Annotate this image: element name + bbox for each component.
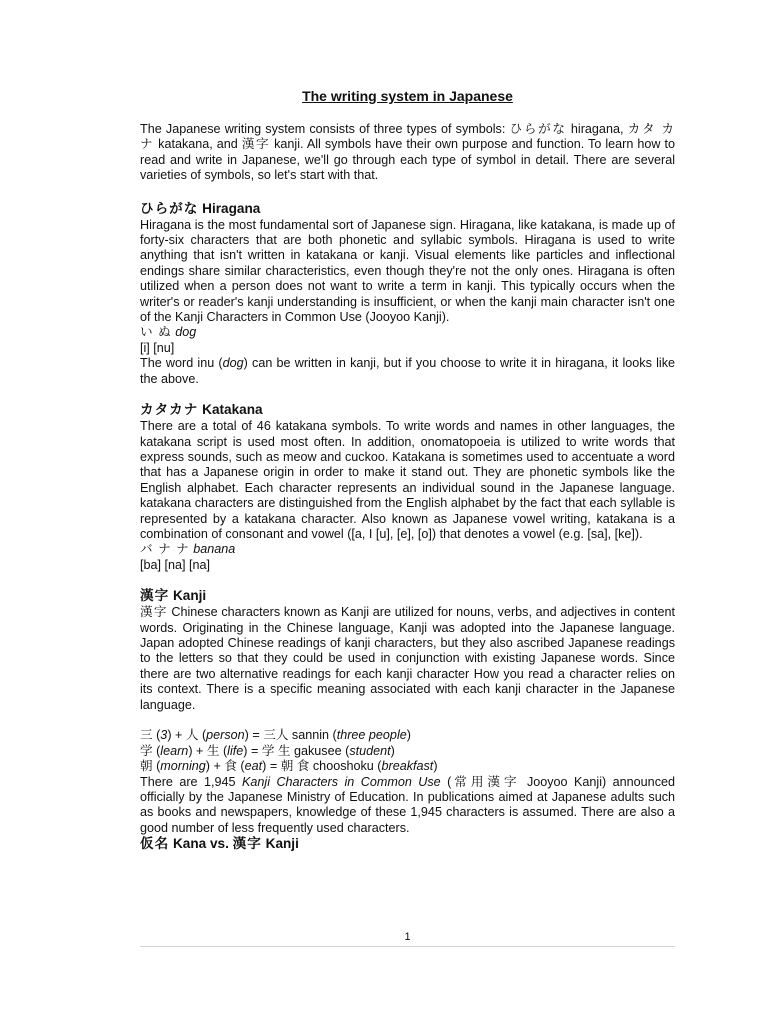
katakana-body: There are a total of 46 katakana symbols. To write words and names in other languages, the katakana script is used most often. In addition, onomatopoeia is utilized to write words that express sounds, such as meow and cuckoo. Katakana is sometimes used to accentuate a word that has a Japanese origin in order to make it stand out. They are phonetic symbols like the English alphabet. Each character represents an individual sound in the Japanese language. katakana characters are distinguished from the English alphabet by the fact that each syllable is represented by a katakana character. Also known as Japanese vowel writing, katakana is a combination of consonant and vowel ([a, I [u], [e], [o]) that denotes a vowel (e.g. [sa], [ke]). (140, 419, 675, 541)
katakana-example-romaji: [ba] [na] [na] (140, 557, 211, 572)
hiragana-heading: ひらがな Hiragana (140, 200, 261, 216)
katakana-script-label: カタ カナ (140, 122, 676, 152)
intro-paragraph: The Japanese writing system consists of three types of symbols: ひらがな hiragana, カタ カナ katakana, and 漢字 kanji. All symbols have their own purpose and function. To learn how to read and write in Japanese, we'll go through each type of symbol in detail. There are several varieties of symbols, so let's start with that. (140, 122, 676, 183)
page-footer (140, 930, 675, 947)
katakana-example: バ ナ ナ banana (140, 542, 236, 557)
document-page (140, 88, 675, 853)
kanji-example-2: 学 (learn) + 生 (life) = 学 生 gakusee (student) (140, 743, 395, 758)
katakana-heading: カタカナ Katakana (140, 402, 263, 418)
kana-vs-kanji-heading: 仮名 Kana vs. 漢字 Kanji (140, 836, 299, 852)
kanji-body: 漢字 Chinese characters known as Kanji are utilized for nouns, verbs, and adjectives in content words. Originating in the Chinese language, Kanji was adopted into the Japanese language. Japan adopted Chinese readings of kanji characters, but they also ascribed Japanese readings to the letters so that they could be used in conjunction with existing Japanese words. Since there are two alternative readings for each kanji character How you read a character relies on its context. There is a specific meaning associated with each kanji character in the Japanese language. (140, 605, 676, 712)
footer-rule (140, 946, 675, 947)
kanji-closing-paragraph: There are 1,945 Kanji Characters in Common Use (常用漢字 Jooyoo Kanji) announced officially by the Japanese Ministry of Education. In publications aimed at Japanese adults such as books and newspapers, knowledge of these 1,945 characters is assumed. There are also a good number of less frequently used characters. (140, 774, 675, 835)
page-number: 1 (404, 931, 411, 943)
hiragana-example-romaji: [i] [nu] (140, 340, 175, 355)
document-title: The writing system in Japanese (302, 88, 513, 104)
hiragana-example-note: The word inu (dog) can be written in kanji, but if you choose to write it in hiragana, it looks like the above. (140, 356, 675, 386)
hiragana-body: Hiragana is the most fundamental sort of Japanese sign. Hiragana, like katakana, is made up of forty-six characters that are both phonetic and syllabic symbols. Hiragana is used to write anything that isn't written in katakana or kanji. Visual elements like particles and inflectional endings share similar characteristics, even though they're not the only ones. Hiragana is often utilized when a person does not want to write a term in kanji. This typically occurs when the writer's or reader's kanji understanding is insufficient, or when the kanji main character isn't one of the Kanji Characters in Common Use (Jooyoo Kanji). (140, 217, 675, 325)
hiragana-example: い ぬ dog (140, 325, 197, 340)
hiragana-script-label: ひらがな (509, 122, 567, 136)
kanji-example-1: 三 (3) + 人 (person) = 三人 sannin (three people) (140, 728, 411, 743)
kanji-example-3: 朝 (morning) + 食 (eat) = 朝 食 chooshoku (breakfast) (140, 759, 438, 774)
kanji-heading: 漢字 Kanji (140, 588, 207, 604)
kanji-script-label: 漢字 (241, 137, 271, 152)
